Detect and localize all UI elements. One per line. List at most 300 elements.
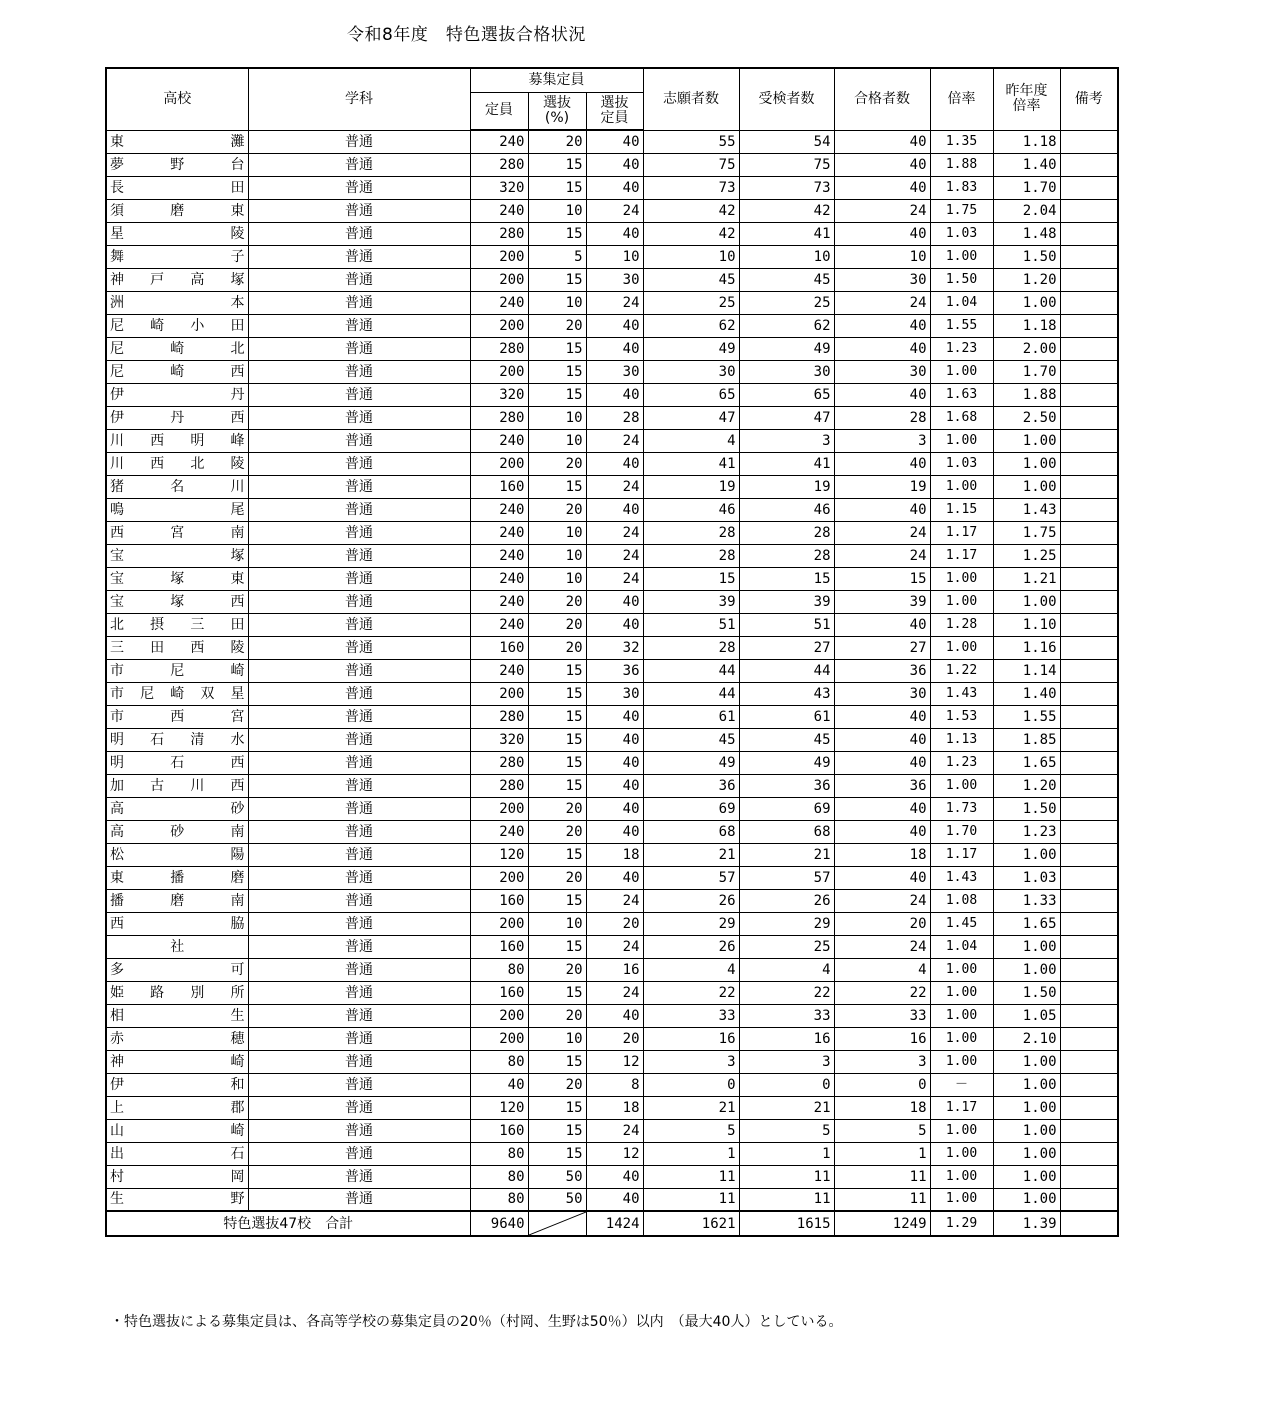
applicants-cell: 29 (643, 912, 739, 935)
applicants-cell: 21 (643, 1096, 739, 1119)
school-name (106, 383, 248, 406)
select-pct-cell: 15 (528, 682, 586, 705)
table-row (106, 383, 1118, 406)
school-name-char: 西 (110, 915, 124, 932)
select-pct-cell: 15 (528, 705, 586, 728)
select-cap-cell: 28 (586, 406, 643, 429)
passed-cell: 24 (834, 521, 930, 544)
school-name (106, 958, 248, 981)
prev-ratio-cell: 1.85 (993, 728, 1060, 751)
applicants-cell: 33 (643, 1004, 739, 1027)
school-name-char: 明 (110, 754, 124, 771)
remarks-cell (1060, 1073, 1118, 1096)
select-pct-cell: 10 (528, 406, 586, 429)
school-name (106, 544, 248, 567)
school-name-char: 南 (230, 524, 245, 541)
school-name-char: 戸 (150, 271, 165, 288)
prev-ratio-cell: 1.70 (993, 176, 1060, 199)
select-pct-cell: 10 (528, 199, 586, 222)
school-name-char: 生 (230, 1007, 245, 1024)
table-row (106, 314, 1118, 337)
applicants-cell: 28 (643, 544, 739, 567)
examinees-cell: 19 (739, 475, 834, 498)
prev-ratio-cell: 1.50 (993, 981, 1060, 1004)
header-applicants: 志願者数 (643, 68, 739, 130)
remarks-cell (1060, 314, 1118, 337)
remarks-cell (1060, 820, 1118, 843)
school-name (106, 843, 248, 866)
examinees-cell: 3 (739, 429, 834, 452)
school-name-char: 西 (170, 708, 185, 725)
ratio-cell: 1.17 (930, 843, 993, 866)
total-examinees: 1615 (739, 1211, 834, 1236)
ratio-cell: 1.00 (930, 475, 993, 498)
school-name-char: 田 (230, 616, 245, 633)
header-select-cap-line2: 定員 (600, 109, 629, 126)
ratio-cell: 1.00 (930, 1004, 993, 1027)
select-pct-cell: 15 (528, 360, 586, 383)
school-name-char: 松 (110, 846, 124, 863)
capacity-cell: 280 (470, 406, 528, 429)
remarks-cell (1060, 935, 1118, 958)
remarks-cell (1060, 130, 1118, 153)
school-name-char: 宝 (110, 547, 124, 564)
capacity-cell: 200 (470, 314, 528, 337)
remarks-cell (1060, 153, 1118, 176)
department-cell: 普通 (248, 751, 470, 774)
ratio-cell: 1.00 (930, 1027, 993, 1050)
header-passed: 合格者数 (834, 68, 930, 130)
capacity-cell: 240 (470, 199, 528, 222)
table-row (106, 1119, 1118, 1142)
select-cap-cell: 40 (586, 176, 643, 199)
school-name (106, 1096, 248, 1119)
capacity-cell: 200 (470, 866, 528, 889)
select-cap-cell: 40 (586, 1165, 643, 1188)
school-name-char: 高 (110, 800, 124, 817)
remarks-cell (1060, 268, 1118, 291)
applicants-cell: 41 (643, 452, 739, 475)
table-row (106, 222, 1118, 245)
applicants-cell: 3 (643, 1050, 739, 1073)
school-name (106, 291, 248, 314)
school-name-char: 宝 (110, 570, 124, 587)
total-capacity: 9640 (470, 1211, 528, 1236)
department-cell: 普通 (248, 613, 470, 636)
prev-ratio-cell: 1.00 (993, 935, 1060, 958)
select-pct-cell: 10 (528, 291, 586, 314)
school-name-char: 別 (190, 984, 205, 1001)
select-cap-cell: 24 (586, 475, 643, 498)
department-cell: 普通 (248, 1142, 470, 1165)
applicants-cell: 28 (643, 636, 739, 659)
school-name-char: 岡 (230, 1168, 245, 1185)
remarks-cell (1060, 1004, 1118, 1027)
school-name-char: 丹 (230, 386, 245, 403)
select-cap-cell: 18 (586, 843, 643, 866)
school-name-char: 尼 (110, 340, 124, 357)
select-cap-cell: 8 (586, 1073, 643, 1096)
school-name-char: 西 (230, 409, 245, 426)
department-cell: 普通 (248, 797, 470, 820)
select-cap-cell: 24 (586, 981, 643, 1004)
department-cell: 普通 (248, 659, 470, 682)
select-cap-cell: 12 (586, 1050, 643, 1073)
examinees-cell: 25 (739, 291, 834, 314)
school-name-char: 播 (170, 869, 185, 886)
examinees-cell: 49 (739, 337, 834, 360)
department-cell: 普通 (248, 222, 470, 245)
select-pct-cell: 10 (528, 544, 586, 567)
school-name-char: 石 (170, 754, 185, 771)
ratio-cell: 1.04 (930, 935, 993, 958)
school-name (106, 1119, 248, 1142)
school-name-char: 塚 (170, 593, 185, 610)
remarks-cell (1060, 1165, 1118, 1188)
ratio-cell: 1.04 (930, 291, 993, 314)
school-name-char: 星 (230, 685, 245, 702)
prev-ratio-cell: 1.25 (993, 544, 1060, 567)
prev-ratio-cell: 1.18 (993, 130, 1060, 153)
school-name-char: 野 (170, 156, 185, 173)
capacity-cell: 280 (470, 222, 528, 245)
ratio-cell: － (930, 1073, 993, 1096)
select-cap-cell: 24 (586, 429, 643, 452)
capacity-cell: 120 (470, 1096, 528, 1119)
capacity-cell: 320 (470, 383, 528, 406)
passed-cell: 30 (834, 682, 930, 705)
examinees-cell: 49 (739, 751, 834, 774)
capacity-cell: 320 (470, 176, 528, 199)
school-name (106, 1050, 248, 1073)
school-name-char: 上 (110, 1099, 124, 1116)
passed-cell: 15 (834, 567, 930, 590)
school-name-char: 舞 (110, 248, 124, 265)
school-name-char: 砂 (170, 823, 185, 840)
select-pct-cell: 50 (528, 1188, 586, 1211)
school-name-char: 星 (110, 225, 124, 242)
examinees-cell: 28 (739, 544, 834, 567)
department-cell: 普通 (248, 820, 470, 843)
select-cap-cell: 24 (586, 1119, 643, 1142)
capacity-cell: 200 (470, 682, 528, 705)
select-pct-cell: 15 (528, 1119, 586, 1142)
prev-ratio-cell: 1.40 (993, 682, 1060, 705)
table-row (106, 1027, 1118, 1050)
examinees-cell: 57 (739, 866, 834, 889)
prev-ratio-cell: 2.00 (993, 337, 1060, 360)
applicants-cell: 73 (643, 176, 739, 199)
school-name (106, 1188, 248, 1211)
passed-cell: 40 (834, 337, 930, 360)
examinees-cell: 30 (739, 360, 834, 383)
prev-ratio-cell: 1.00 (993, 1165, 1060, 1188)
select-cap-cell: 40 (586, 751, 643, 774)
select-pct-cell: 20 (528, 498, 586, 521)
examinees-cell: 54 (739, 130, 834, 153)
select-cap-cell: 40 (586, 774, 643, 797)
select-pct-cell: 15 (528, 268, 586, 291)
header-prev-ratio (993, 68, 1060, 130)
capacity-cell: 200 (470, 1027, 528, 1050)
department-cell: 普通 (248, 268, 470, 291)
table-row (106, 889, 1118, 912)
table-row (106, 521, 1118, 544)
select-pct-cell: 5 (528, 245, 586, 268)
remarks-cell (1060, 337, 1118, 360)
department-cell: 普通 (248, 498, 470, 521)
school-name-char: 磨 (170, 892, 185, 909)
prev-ratio-cell: 1.65 (993, 751, 1060, 774)
ratio-cell: 1.00 (930, 590, 993, 613)
ratio-cell: 1.23 (930, 751, 993, 774)
school-name-char: 尼 (170, 662, 185, 679)
passed-cell: 22 (834, 981, 930, 1004)
school-name (106, 314, 248, 337)
department-cell: 普通 (248, 176, 470, 199)
remarks-cell (1060, 521, 1118, 544)
passed-cell: 36 (834, 659, 930, 682)
remarks-cell (1060, 475, 1118, 498)
examinees-cell: 51 (739, 613, 834, 636)
ratio-cell: 1.73 (930, 797, 993, 820)
applicants-cell: 51 (643, 613, 739, 636)
school-name-char: 西 (190, 639, 205, 656)
capacity-cell: 240 (470, 567, 528, 590)
department-cell: 普通 (248, 1050, 470, 1073)
examinees-cell: 45 (739, 728, 834, 751)
school-name-char: 石 (150, 731, 165, 748)
school-name (106, 981, 248, 1004)
ratio-cell: 1.63 (930, 383, 993, 406)
remarks-cell (1060, 728, 1118, 751)
school-name-char: 塚 (230, 547, 245, 564)
remarks-cell (1060, 705, 1118, 728)
school-name (106, 1073, 248, 1096)
applicants-cell: 4 (643, 958, 739, 981)
examinees-cell: 10 (739, 245, 834, 268)
applicants-cell: 15 (643, 567, 739, 590)
department-cell: 普通 (248, 1096, 470, 1119)
applicants-cell: 57 (643, 866, 739, 889)
remarks-cell (1060, 1050, 1118, 1073)
passed-cell: 40 (834, 728, 930, 751)
select-cap-cell: 40 (586, 452, 643, 475)
passed-cell: 16 (834, 1027, 930, 1050)
examinees-cell: 43 (739, 682, 834, 705)
select-pct-cell: 10 (528, 429, 586, 452)
table-row (106, 199, 1118, 222)
select-pct-cell: 15 (528, 222, 586, 245)
examinees-cell: 45 (739, 268, 834, 291)
passed-cell: 20 (834, 912, 930, 935)
select-pct-cell: 10 (528, 1027, 586, 1050)
school-name-char: 南 (230, 892, 245, 909)
prev-ratio-cell: 1.00 (993, 1096, 1060, 1119)
table-row (106, 1165, 1118, 1188)
total-prev-ratio: 1.39 (993, 1211, 1060, 1236)
school-name-char: 播 (110, 892, 124, 909)
table-row (106, 1004, 1118, 1027)
examinees-cell: 33 (739, 1004, 834, 1027)
ratio-cell: 1.00 (930, 958, 993, 981)
select-cap-cell: 18 (586, 1096, 643, 1119)
examinees-cell: 44 (739, 659, 834, 682)
examinees-cell: 11 (739, 1165, 834, 1188)
select-cap-cell: 40 (586, 383, 643, 406)
capacity-cell: 200 (470, 360, 528, 383)
school-name-char: 灘 (230, 133, 245, 150)
department-cell: 普通 (248, 843, 470, 866)
school-name-char: 東 (110, 869, 124, 886)
school-name-char: 双 (200, 685, 215, 702)
passed-cell: 18 (834, 843, 930, 866)
remarks-cell (1060, 1027, 1118, 1050)
department-cell: 普通 (248, 475, 470, 498)
applicants-cell: 36 (643, 774, 739, 797)
school-name-char: 脇 (230, 915, 245, 932)
school-name (106, 935, 248, 958)
school-name-char: 社 (170, 938, 185, 955)
passed-cell: 33 (834, 1004, 930, 1027)
school-name (106, 199, 248, 222)
school-name-char: 明 (110, 731, 124, 748)
ratio-cell: 1.75 (930, 199, 993, 222)
select-cap-cell: 16 (586, 958, 643, 981)
examinees-cell: 39 (739, 590, 834, 613)
school-name-char: 摂 (150, 616, 165, 633)
school-name (106, 245, 248, 268)
school-name (106, 452, 248, 475)
select-cap-cell: 40 (586, 613, 643, 636)
ratio-cell: 1.00 (930, 1050, 993, 1073)
examinees-cell: 68 (739, 820, 834, 843)
school-name-char: 宮 (170, 524, 185, 541)
applicants-cell: 25 (643, 291, 739, 314)
remarks-cell (1060, 751, 1118, 774)
examinees-cell: 28 (739, 521, 834, 544)
footnote: ・特色選抜による募集定員は、各高等学校の募集定員の20％（村岡、生野は50％）以内 （最大40人）としている。 (110, 1314, 843, 1330)
school-name-char: 洲 (110, 294, 124, 311)
select-cap-cell: 40 (586, 1004, 643, 1027)
prev-ratio-cell: 1.43 (993, 498, 1060, 521)
passed-cell: 3 (834, 429, 930, 452)
school-name-char: 水 (230, 731, 245, 748)
school-name-char: 田 (230, 179, 245, 196)
remarks-cell (1060, 176, 1118, 199)
school-name (106, 797, 248, 820)
remarks-cell (1060, 1119, 1118, 1142)
applicants-cell: 42 (643, 222, 739, 245)
applicants-cell: 44 (643, 659, 739, 682)
passed-cell: 10 (834, 245, 930, 268)
school-name-char: 崎 (230, 662, 245, 679)
ratio-cell: 1.00 (930, 1142, 993, 1165)
remarks-cell (1060, 912, 1118, 935)
applicants-cell: 30 (643, 360, 739, 383)
remarks-cell (1060, 360, 1118, 383)
table-row (106, 452, 1118, 475)
ratio-cell: 1.13 (930, 728, 993, 751)
school-name-char: 東 (230, 570, 245, 587)
school-name (106, 337, 248, 360)
department-cell: 普通 (248, 958, 470, 981)
examinees-cell: 41 (739, 452, 834, 475)
school-name (106, 682, 248, 705)
school-name-char: 明 (190, 432, 205, 449)
capacity-cell: 80 (470, 958, 528, 981)
school-name (106, 498, 248, 521)
school-name-char: 石 (230, 1145, 245, 1162)
passed-cell: 40 (834, 383, 930, 406)
applicants-cell: 42 (643, 199, 739, 222)
table-row (106, 705, 1118, 728)
applicants-cell: 11 (643, 1165, 739, 1188)
remarks-cell (1060, 981, 1118, 1004)
school-name-char: 西 (150, 455, 165, 472)
school-name-char: 加 (110, 777, 124, 794)
applicants-cell: 47 (643, 406, 739, 429)
applicants-cell: 28 (643, 521, 739, 544)
select-cap-cell: 12 (586, 1142, 643, 1165)
school-name (106, 659, 248, 682)
select-cap-cell: 20 (586, 1027, 643, 1050)
department-cell: 普通 (248, 406, 470, 429)
school-name (106, 222, 248, 245)
select-cap-cell: 40 (586, 130, 643, 153)
applicants-cell: 0 (643, 1073, 739, 1096)
school-name (106, 429, 248, 452)
ratio-cell: 1.43 (930, 866, 993, 889)
capacity-cell: 240 (470, 544, 528, 567)
select-pct-cell: 15 (528, 1142, 586, 1165)
table-row (106, 843, 1118, 866)
school-name (106, 1165, 248, 1188)
remarks-cell (1060, 1142, 1118, 1165)
select-pct-cell: 15 (528, 751, 586, 774)
prev-ratio-cell: 1.88 (993, 383, 1060, 406)
examinees-cell: 61 (739, 705, 834, 728)
table-row (106, 291, 1118, 314)
passed-cell: 40 (834, 130, 930, 153)
prev-ratio-cell: 2.10 (993, 1027, 1060, 1050)
select-cap-cell: 32 (586, 636, 643, 659)
ratio-cell: 1.35 (930, 130, 993, 153)
school-name (106, 866, 248, 889)
school-name-char: 出 (110, 1145, 124, 1162)
select-pct-cell: 15 (528, 843, 586, 866)
school-name-char: 市 (110, 685, 124, 702)
remarks-cell (1060, 567, 1118, 590)
examinees-cell: 25 (739, 935, 834, 958)
school-name-char: 市 (110, 708, 124, 725)
remarks-cell (1060, 889, 1118, 912)
school-name-char: 陵 (230, 225, 245, 242)
capacity-cell: 200 (470, 268, 528, 291)
prev-ratio-cell: 1.00 (993, 958, 1060, 981)
table-row (106, 912, 1118, 935)
school-name-char: 夢 (110, 156, 124, 173)
passed-cell: 40 (834, 222, 930, 245)
examinees-cell: 62 (739, 314, 834, 337)
department-cell: 普通 (248, 1004, 470, 1027)
select-pct-cell: 20 (528, 590, 586, 613)
select-pct-cell: 15 (528, 981, 586, 1004)
passed-cell: 11 (834, 1188, 930, 1211)
select-pct-cell: 20 (528, 130, 586, 153)
school-name-char: 西 (230, 593, 245, 610)
passed-cell: 28 (834, 406, 930, 429)
